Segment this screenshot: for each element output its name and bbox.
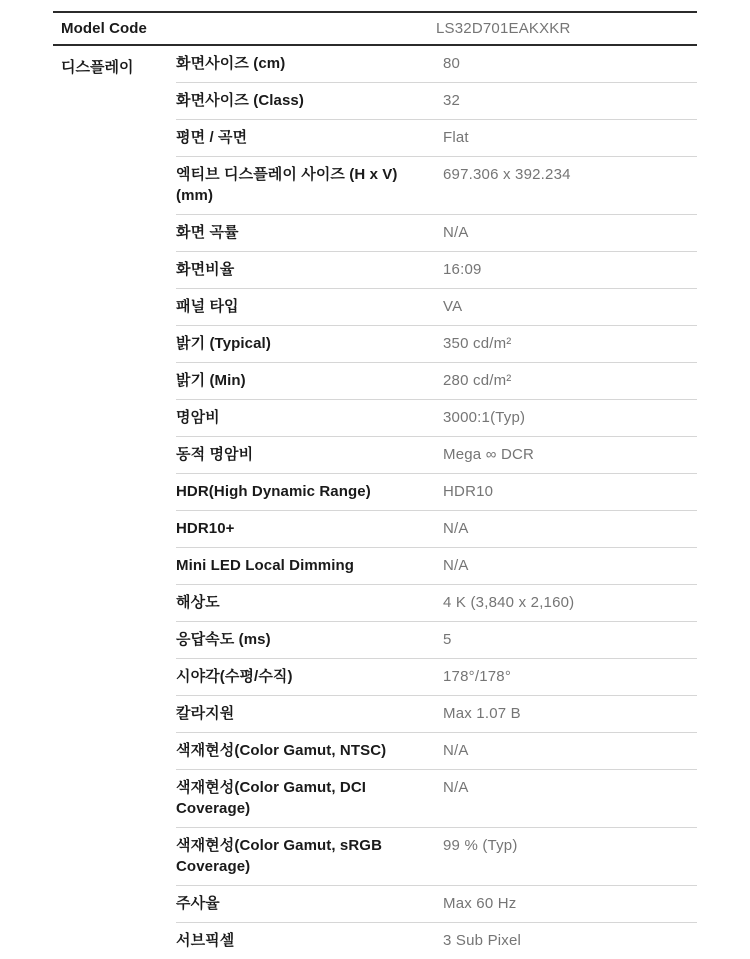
model-code-label: Model Code [61,20,147,37]
spec-value: 697.306 x 392.234 [443,166,571,183]
spec-name: 밝기 (Typical) [176,335,271,352]
spec-name: 칼라지원 [176,705,235,722]
spec-value: Max 1.07 B [443,705,521,722]
spec-name: 서브픽셀 [176,932,235,949]
table-row [176,511,697,548]
table-row [176,326,697,363]
table-row [176,548,697,585]
spec-value: Max 60 Hz [443,895,517,912]
spec-name: 화면비율 [176,261,235,278]
spec-name: 색재현성(Color Gamut, NTSC) [176,742,387,759]
table-row [176,828,697,886]
table-row [176,363,697,400]
table-row [176,659,697,696]
display-section [53,46,697,959]
spec-value: N/A [443,779,469,796]
spec-table [53,11,697,959]
spec-value: 3 Sub Pixel [443,932,522,949]
spec-name: 색재현성(Color Gamut, sRGB Coverage) [176,837,383,875]
model-code-value: LS32D701EAKXKR [436,20,571,37]
spec-value: N/A [443,742,469,759]
spec-name: 동적 명암비 [176,446,254,463]
table-row [176,157,697,215]
spec-name: 시야각(수평/수직) [176,668,293,685]
spec-value: 32 [443,92,461,109]
spec-value: Flat [443,129,469,146]
spec-name: 해상도 [176,594,220,611]
table-row [176,585,697,622]
spec-name: 엑티브 디스플레이 사이즈 (H x V) (mm) [176,166,398,204]
spec-value: 3000:1(Typ) [443,409,526,426]
table-row [176,46,697,83]
table-row [176,886,697,923]
spec-name: 색재현성(Color Gamut, DCI Coverage) [176,779,367,817]
spec-rows [176,46,697,959]
spec-name: 밝기 (Min) [176,372,246,389]
table-row [176,437,697,474]
spec-value: HDR10 [443,483,494,500]
table-row [176,120,697,157]
spec-value: N/A [443,224,469,241]
spec-name: 평면 / 곡면 [176,129,248,146]
spec-name: 명암비 [176,409,220,426]
table-row [176,215,697,252]
table-row [176,474,697,511]
spec-name: 패널 타입 [176,298,239,315]
spec-name: 응답속도 (ms) [176,631,271,648]
spec-value: VA [443,298,463,315]
spec-name: 주사율 [176,895,220,912]
table-row [176,252,697,289]
spec-value: N/A [443,557,469,574]
spec-name: HDR10+ [176,520,235,537]
table-row [176,696,697,733]
spec-value: Mega ∞ DCR [443,446,535,463]
table-row [176,289,697,326]
section-title: 디스플레이 [61,59,134,76]
spec-name: HDR(High Dynamic Range) [176,483,371,500]
table-row [176,923,697,959]
spec-value: 99 % (Typ) [443,837,518,854]
spec-value: 280 cd/m² [443,372,512,389]
spec-value: 4 K (3,840 x 2,160) [443,594,575,611]
spec-value: 350 cd/m² [443,335,512,352]
table-row [176,83,697,120]
table-row [176,622,697,659]
spec-value: 178°/178° [443,668,512,685]
table-row [176,733,697,770]
table-row [176,400,697,437]
model-code-row [53,11,697,46]
spec-name: 화면 곡률 [176,224,239,241]
table-row [176,770,697,828]
spec-value: 16:09 [443,261,482,278]
spec-value: 5 [443,631,452,648]
spec-value: N/A [443,520,469,537]
spec-value: 80 [443,55,461,72]
spec-name: 화면사이즈 (Class) [176,92,304,109]
spec-name: Mini LED Local Dimming [176,557,355,574]
spec-name: 화면사이즈 (cm) [176,55,286,72]
